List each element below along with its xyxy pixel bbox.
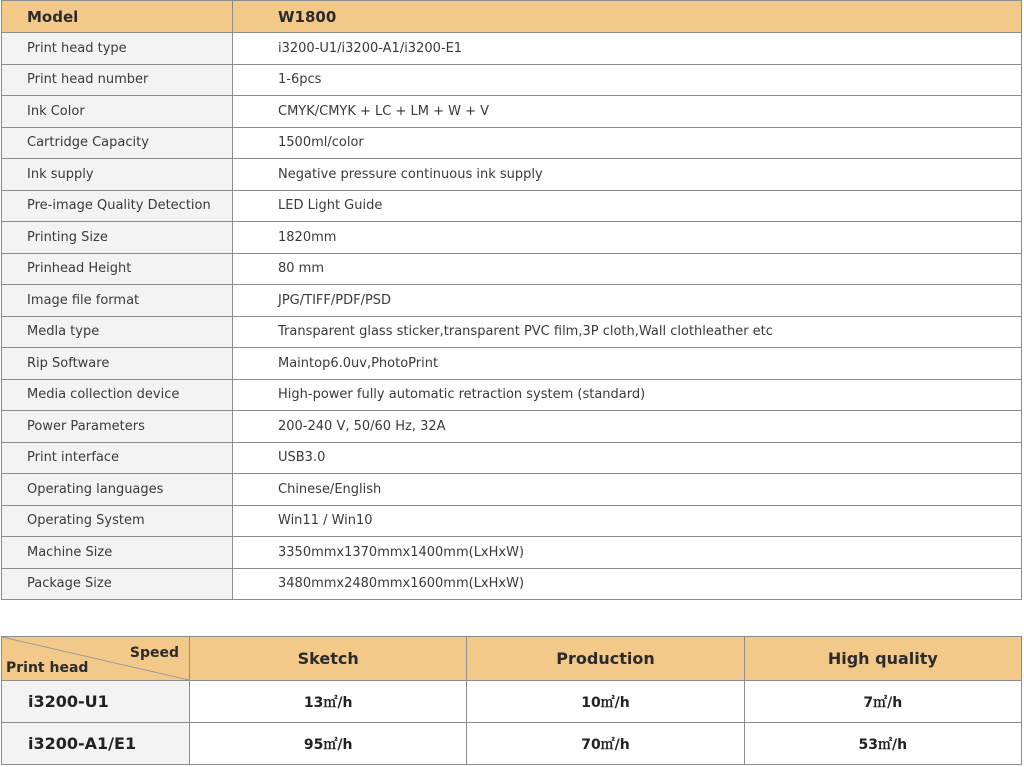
spec-row	[2, 568, 1022, 600]
spec-value: USB3.0	[233, 442, 1022, 474]
spec-value: High-power fully automatic retraction system (standard)	[233, 379, 1022, 411]
spec-row	[2, 33, 1022, 65]
spec-label: Pre-image Quality Detection	[2, 190, 233, 222]
spec-value: Chinese/English	[233, 474, 1022, 506]
spec-header-row	[2, 1, 1022, 33]
spec-label: Image file format	[2, 285, 233, 317]
spec-row	[2, 442, 1022, 474]
spec-row	[2, 64, 1022, 96]
speed-header-row	[2, 637, 1022, 681]
spec-row	[2, 96, 1022, 128]
spec-value: 1500ml/color	[233, 127, 1022, 159]
spec-row	[2, 190, 1022, 222]
spec-label: Rip Software	[2, 348, 233, 380]
speed-value: 7㎡/h	[744, 681, 1021, 723]
spec-row	[2, 379, 1022, 411]
spec-value: 200-240 V, 50/60 Hz, 32A	[233, 411, 1022, 443]
spec-label: Medla type	[2, 316, 233, 348]
speed-value: 10㎡/h	[467, 681, 744, 723]
spec-row	[2, 127, 1022, 159]
spec-row	[2, 285, 1022, 317]
corner-printhead-label: Print head	[6, 660, 89, 676]
spec-row	[2, 411, 1022, 443]
spec-value: 3480mmx2480mmx1600mm(LxHxW)	[233, 568, 1022, 600]
spec-label: Prinhead Height	[2, 253, 233, 285]
spec-value: i3200-U1/i3200-A1/i3200-E1	[233, 33, 1022, 65]
speed-col-production: Production	[467, 637, 744, 681]
spec-value: Transparent glass sticker,transparent PVC film,3P cloth,Wall clothleather etc	[233, 316, 1022, 348]
speed-value: 70㎡/h	[467, 723, 744, 765]
spec-value: 3350mmx1370mmx1400mm(LxHxW)	[233, 537, 1022, 569]
spec-value: LED Light Guide	[233, 190, 1022, 222]
spec-row	[2, 348, 1022, 380]
spec-label: Machine Size	[2, 537, 233, 569]
speed-table-body	[2, 637, 1022, 765]
spec-row	[2, 253, 1022, 285]
spec-header-label: Model	[2, 1, 233, 33]
spec-label: Operating System	[2, 505, 233, 537]
spec-value: 80 mm	[233, 253, 1022, 285]
speed-value: 13㎡/h	[190, 681, 467, 723]
spec-value: JPG/TIFF/PDF/PSD	[233, 285, 1022, 317]
spec-label: Operating languages	[2, 474, 233, 506]
spec-label: Cartridge Capacity	[2, 127, 233, 159]
spec-row	[2, 505, 1022, 537]
spec-header-model: W1800	[233, 1, 1022, 33]
spec-value: 1820mm	[233, 222, 1022, 254]
speed-table	[1, 636, 1022, 765]
speed-col-high-quality: High quality	[744, 637, 1021, 681]
speed-row	[2, 723, 1022, 765]
speed-col-sketch: Sketch	[190, 637, 467, 681]
speed-value: 53㎡/h	[744, 723, 1021, 765]
spec-label: Printing Size	[2, 222, 233, 254]
speed-printhead: i3200-A1/E1	[2, 723, 190, 765]
spec-row	[2, 316, 1022, 348]
spec-value: Maintop6.0uv,PhotoPrint	[233, 348, 1022, 380]
spec-value: Negative pressure continuous ink supply	[233, 159, 1022, 191]
spec-row	[2, 222, 1022, 254]
speed-row	[2, 681, 1022, 723]
spec-label: Power Parameters	[2, 411, 233, 443]
speed-value: 95㎡/h	[190, 723, 467, 765]
speed-corner-cell	[2, 637, 190, 681]
spec-label: Ink supply	[2, 159, 233, 191]
spec-row	[2, 474, 1022, 506]
spec-table	[1, 0, 1022, 600]
spec-label: Package Size	[2, 568, 233, 600]
spec-table-body	[2, 1, 1022, 600]
spec-row	[2, 159, 1022, 191]
spec-row	[2, 537, 1022, 569]
spec-value: CMYK/CMYK + LC + LM + W + V	[233, 96, 1022, 128]
spec-label: Print interface	[2, 442, 233, 474]
spec-label: Ink Color	[2, 96, 233, 128]
spec-label: Media collection device	[2, 379, 233, 411]
spec-label: Print head number	[2, 64, 233, 96]
speed-printhead: i3200-U1	[2, 681, 190, 723]
spec-value: Win11 / Win10	[233, 505, 1022, 537]
spec-label: Print head type	[2, 33, 233, 65]
corner-speed-label: Speed	[129, 645, 179, 661]
spec-value: 1-6pcs	[233, 64, 1022, 96]
